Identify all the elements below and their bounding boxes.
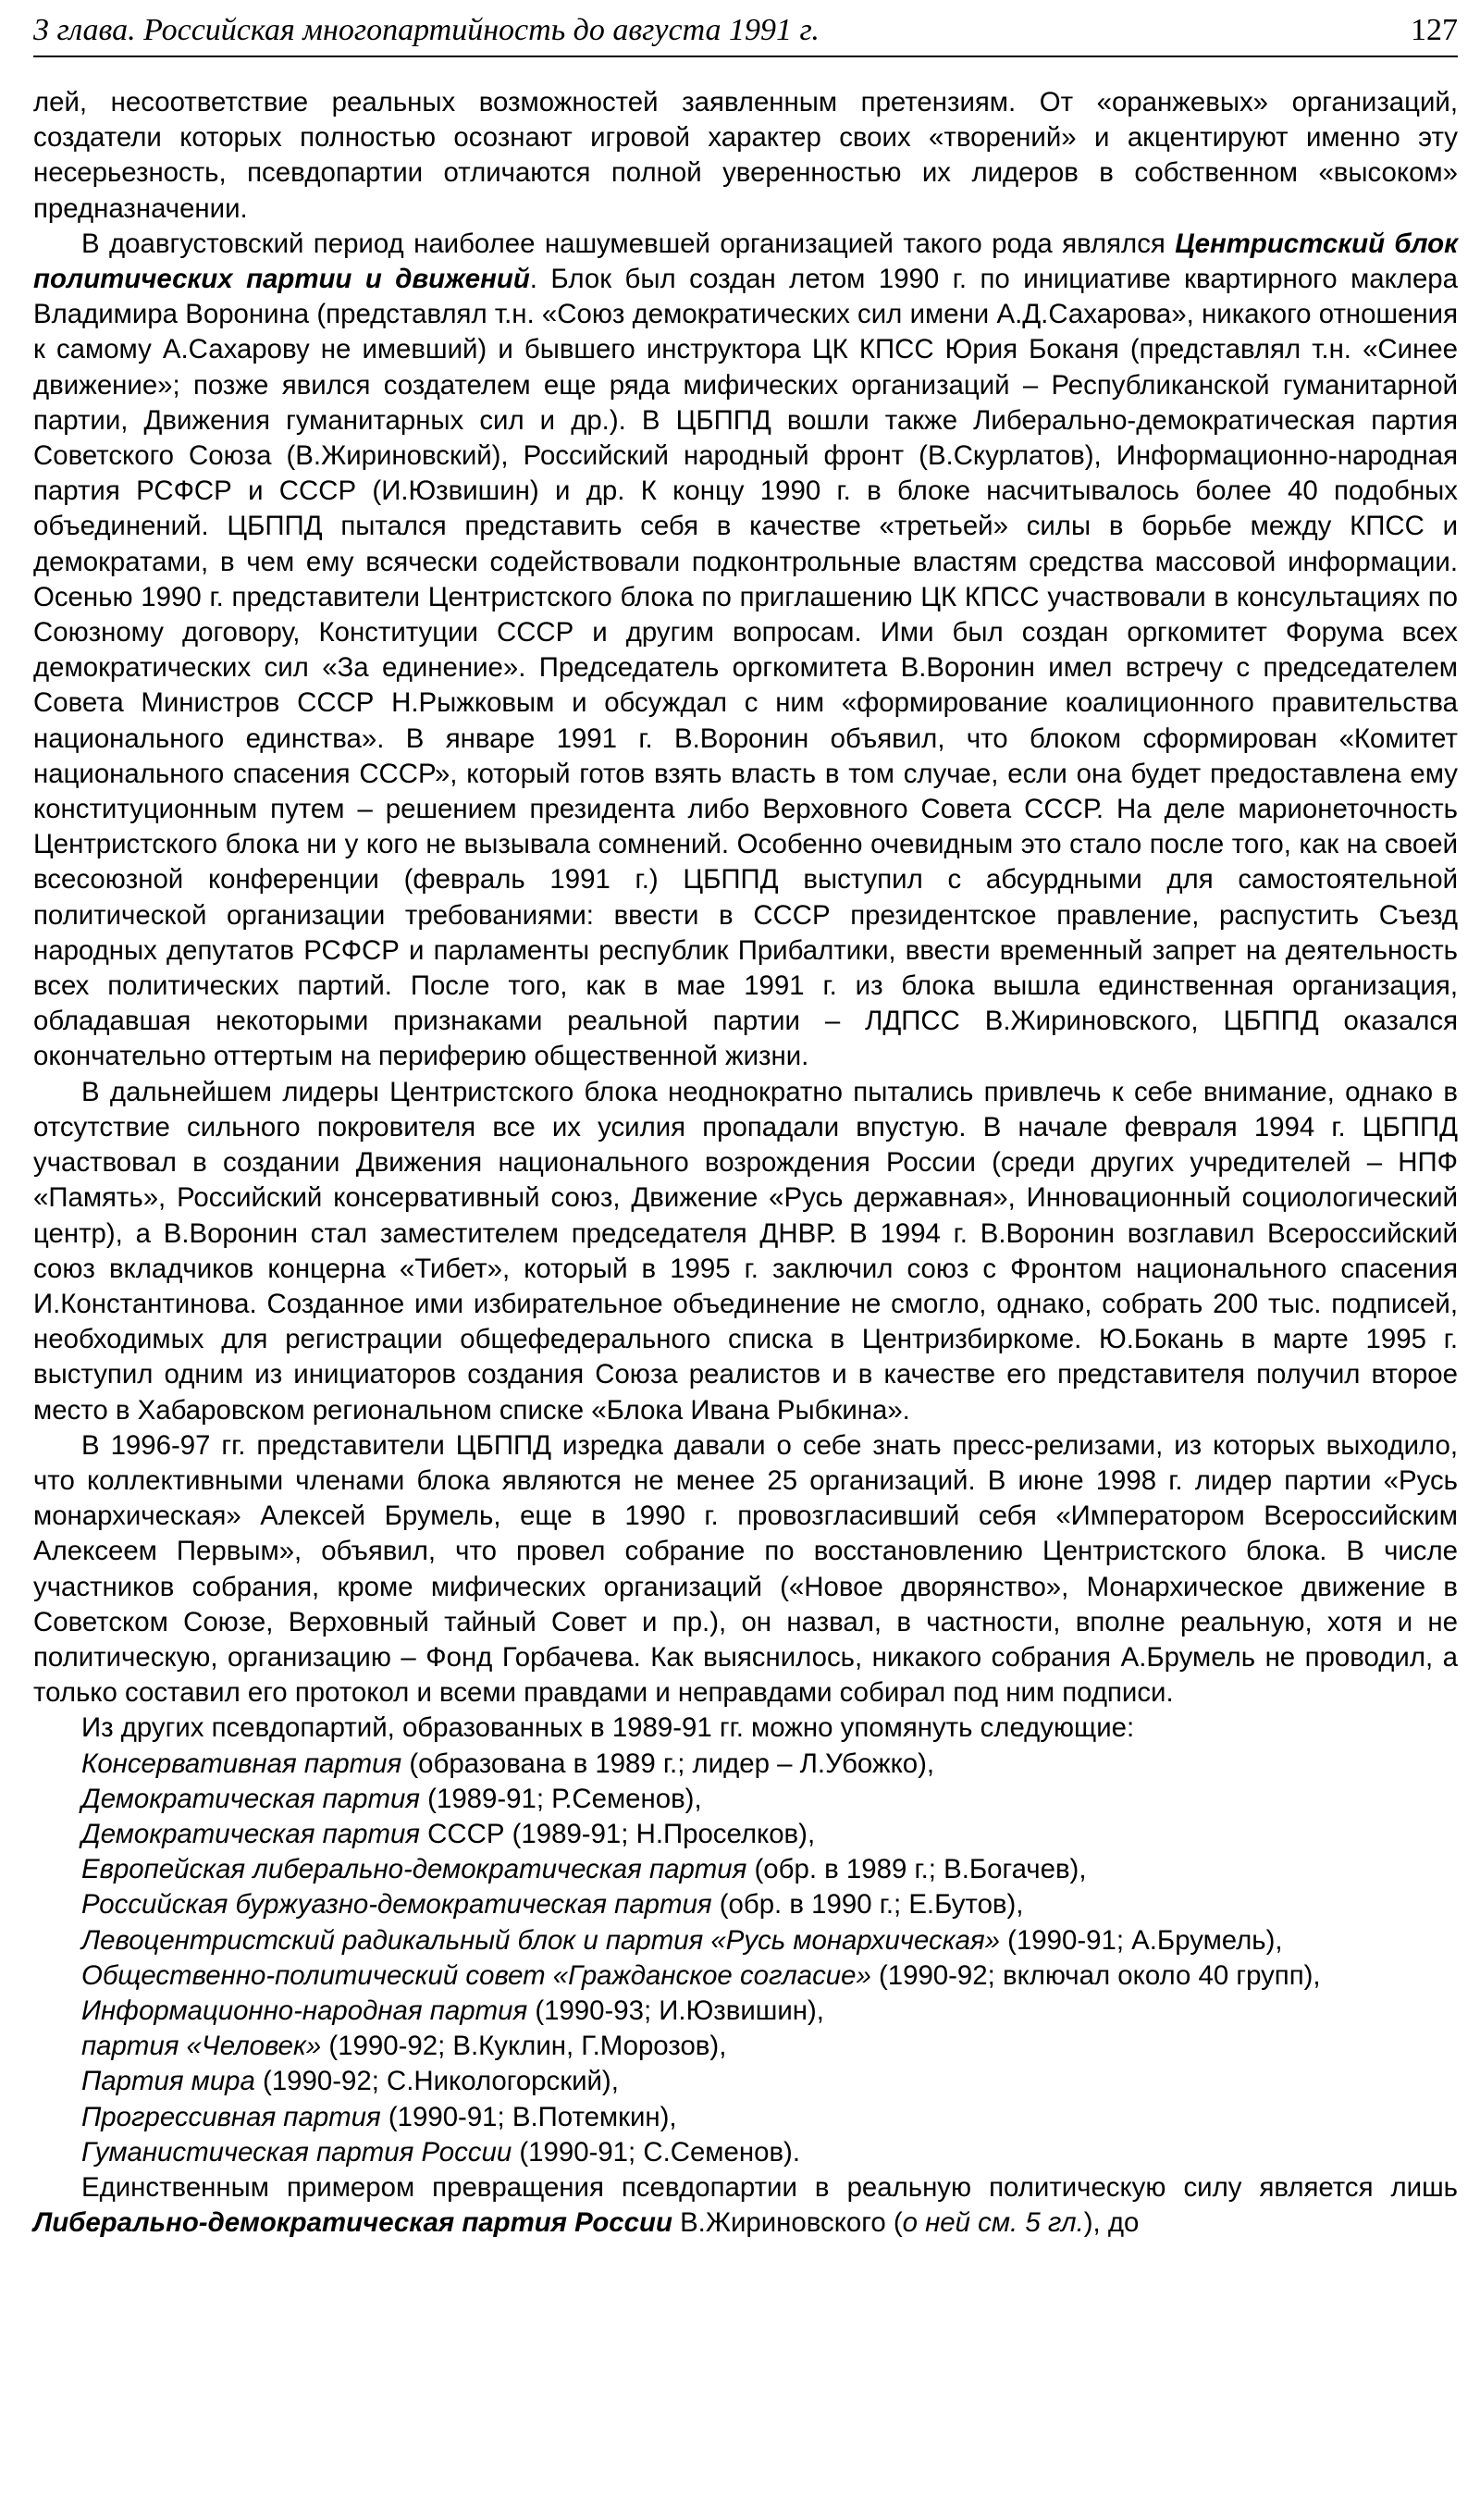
list-item (33, 1852, 1458, 1887)
party-details: СССР (1989-91; Н.Проселков), (420, 1818, 816, 1849)
organization-name: Либерально-демократическая партия России (33, 2207, 672, 2239)
party-details: (1989-91; Р.Семенов), (420, 1783, 702, 1814)
paragraph-1996-97: В 1996-97 гг. представители ЦБППД изредка давали о себе знать пресс-релизами, из которых выходило, что коллективными членами блока являются не менее 25 организаций. В июне 1998 г. лидер партии «Русь монархическая» Алексей Брумель, еще в 1990 г. провозгласивший себя «Императором Всероссийским Алексеем Первым», объявил, что провел собрание по восстановлению Центристского блока. В числе участников собрания, кроме мифических организаций («Новое дворянство», Монархическое движение в Советском Союзе, Верховный тайный Совет и пр.), он назвал, в частности, вполне реальную, хотя и не политическую, организацию – Фонд Горбачева. Как выяснилось, никакого собрания А.Брумель не проводил, а только составил его протокол и всеми правдами и неправдами собирал под ним подписи. (33, 1429, 1458, 1709)
party-details: (1990-92; В.Куклин, Г.Морозов), (321, 2031, 727, 2062)
party-name: партия «Человек» (81, 2031, 322, 2062)
list-item (33, 2064, 1458, 2099)
party-details: (обр. в 1989 г.; В.Богачев), (746, 1854, 1087, 1885)
page-number: 127 (1411, 13, 1458, 47)
party-name: Прогрессивная партия (81, 2101, 381, 2132)
party-name: Консервативная партия (81, 1748, 402, 1779)
party-name: Демократическая партия (81, 1818, 421, 1849)
list-item (33, 2135, 1458, 2170)
list-item (33, 2100, 1458, 2135)
paragraph-text: В доавгустовский период наиболее нашумевшей организацией такого рода являлся (81, 228, 1176, 259)
paragraph-continuation: лей, несоответствие реальных возможностей заявленным претензиям. От «оранжевых» организаций, создатели которых полностью осознают игровой характер своих «творений» и акцентируют именно эту несерьезность, псевдопартии отличаются полной уверенностью их лидеров в собственном «высоком» предназначении. (33, 87, 1458, 224)
list-item (33, 1747, 1458, 1782)
party-details: (1990-91; В.Потемкин), (380, 2101, 677, 2132)
party-name: Российская буржуазно-демократическая партия (81, 1889, 712, 1921)
chapter-title: 3 глава. Российская многопартийность до августа 1991 г. (33, 13, 820, 47)
party-details: (1990-93; И.Юзвишин), (527, 1995, 824, 2026)
party-details: (1990-92; С.Никологорский), (254, 2066, 619, 2097)
running-header (33, 9, 1458, 57)
party-details: (образована в 1989 г.; лидер – Л.Убожко), (401, 1748, 935, 1779)
party-name: Партия мира (81, 2066, 255, 2097)
party-name: Демократическая партия (81, 1783, 421, 1814)
paragraph-list-intro: Из других псевдопартий, образованных в 1989-91 гг. можно упомянуть следующие: (81, 1712, 1135, 1744)
list-item (33, 1887, 1458, 1922)
party-details: (1990-92; включал около 40 групп), (870, 1959, 1321, 1991)
party-name: Европейская либерально-демократическая партия (81, 1854, 747, 1885)
body-text (33, 85, 1458, 2241)
paragraph-text: ), до (1083, 2207, 1140, 2239)
list-item (33, 1817, 1458, 1852)
party-details: (1990-91; А.Брумель), (1000, 1924, 1283, 1956)
list-item (33, 1782, 1458, 1817)
party-name: Левоцентристский радикальный блок и партия «Русь монархическая» (81, 1924, 1000, 1956)
party-name: Гуманистическая партия России (81, 2136, 512, 2168)
list-item (33, 2029, 1458, 2064)
cross-reference: о ней см. 5 гл. (902, 2207, 1084, 2239)
paragraph-later-activity: В дальнейшем лидеры Центристского блока неоднократно пытались привлечь к себе внимание, однако в отсутствие сильного покровителя все их усилия пропадали впустую. В начале февраля 1994 г. ЦБППД участвовал в создании Движения национального возрождения России (среди других учредителей – НПФ «Память», Российский консервативный союз, Движение «Русь державная», Инновационный социологический центр), а В.Воронин стал заместителем председателя ДНВР. В 1994 г. В.Воронин возглавил Всероссийский союз вкладчиков концерна «Тибет», который в 1995 г. заключил союз с Фронтом национального спасения И.Константинова. Созданное ими избирательное объединение не смогло, однако, собрать 200 тыс. подписей, необходимых для регистрации общефедерального списка в Центризбиркоме. Ю.Бокань в марте 1995 г. выступил одним из инициаторов создания Союза реалистов и в качестве его представителя получил второе место в Хабаровском региональном списке «Блока Ивана Рыбкина». (33, 1076, 1458, 1426)
paragraph-text: В.Жириновского ( (672, 2207, 903, 2239)
book-page (33, 9, 1458, 2239)
party-details: (1990-91; С.Семенов). (512, 2136, 801, 2168)
party-details: (обр. в 1990 г.; Е.Бутов), (711, 1889, 1024, 1921)
paragraph-closing (33, 2170, 1458, 2241)
paragraph-text: Единственным примером превращения псевдопартии в реальную политическую силу является лишь (81, 2171, 1458, 2203)
list-item (33, 1958, 1458, 1994)
list-item (33, 1923, 1458, 1958)
list-item (33, 1994, 1458, 2029)
paragraph-centrist-bloc (33, 227, 1458, 1075)
party-name: Общественно-политический совет «Гражданское согласие» (81, 1959, 871, 1991)
organization-name: Центристский блок политических партии и движений (33, 228, 1458, 295)
party-name: Информационно-народная партия (81, 1995, 528, 2026)
paragraph-text: . Блок был создан летом 1990 г. по инициативе квартирного маклера Владимира Воронина (представлял т.н. «Союз демократических сил имени А.Д.Сахарова», никакого отношения к самому А.Сахарову не имевший) и бывшего инструктора ЦК КПСС Юрия Боканя (представлял т.н. «Синее движение»; позже явился создателем еще ряда мифических организаций – Республиканской гуманитарной партии, Движения гуманитарных сил и др.). В ЦБППД вошли также Либерально-демократическая партия Советского Союза (В.Жириновский), Российский народный фронт (В.Скурлатов), Информационно-народная партия РСФСР и СССР (И.Юзвишин) и др. К концу 1990 г. в блоке насчитывалось более 40 подобных объединений. ЦБППД пытался представить себя в качестве «третьей» силы в борьбе между КПСС и демократами, в чем ему всячески содействовали подконтрольные властям средства массовой информации. Осенью 1990 г. представители Центристского блока по приглашению ЦК КПСС участвовали в консультациях по Союзному договору, Конституции СССР и другим вопросам. Ими был создан оргкомитет Форума всех демократических сил «За единение». Председатель оргкомитета В.Воронин имел встречу с председателем Совета Министров СССР Н.Рыжковым и обсуждал с ним «формирование коалиционного правительства национального единства». В январе 1991 г. В.Воронин объявил, что блоком сформирован «Комитет национального спасения СССР», который готов взять власть в том случае, если она будет предоставлена ему конституционным путем – решением президента либо Верховного Совета СССР. На деле марионеточность Центристского блока ни у кого не вызывала сомнений. Особенно очевидным это стало после того, как на своей всесоюзной конференции (февраль 1991 г.) ЦБППД выступил с абсурдными для самостоятельной политической организации требованиями: ввести в СССР президентское правление, распустить Съезд народных депутатов РСФСР и парламенты республик Прибалтики, ввести временный запрет на деятельность всех политических партий. После того, как в мае 1991 г. из блока вышла единственная организация, обладавшая некоторыми признаками реальной партии – ЛДПСС В.Жириновского, ЦБППД оказался окончательно оттертым на периферию общественной жизни. (33, 264, 1458, 1072)
